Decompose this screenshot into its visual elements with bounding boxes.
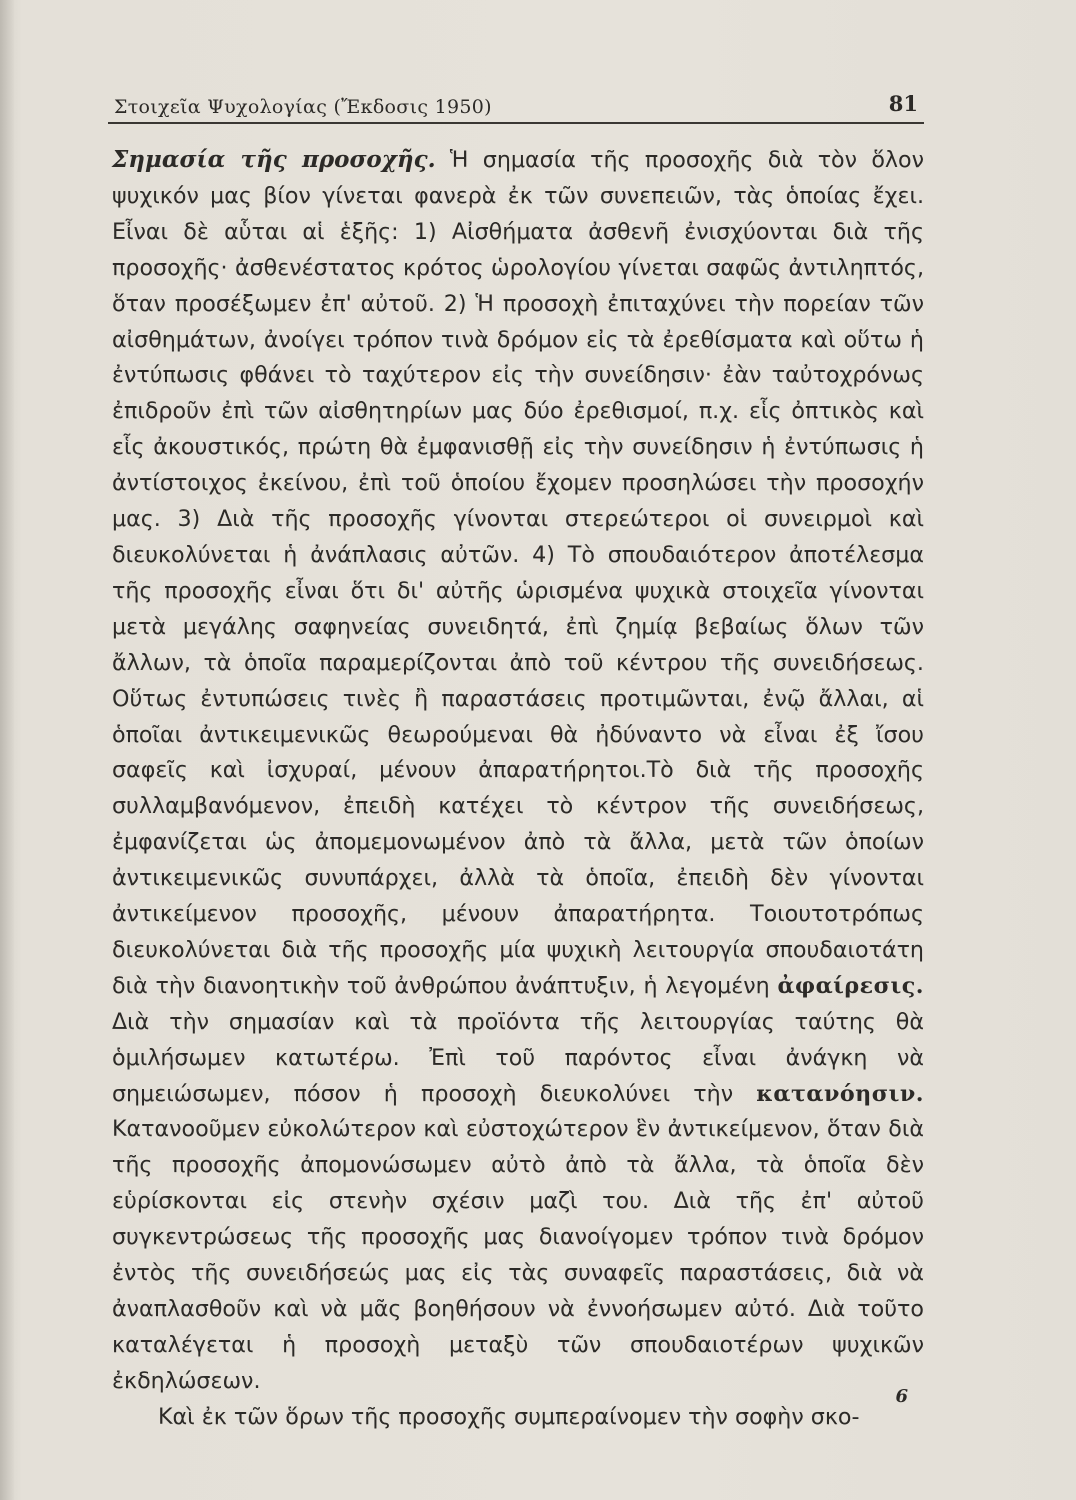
paragraph-text-part-3: Κατανοοῦμεν εὐκολώτερον καὶ εὐστοχώτερον ἓν ἀντικείμενον, ὅταν διὰ τῆς προσοχῆς ἀπομονώσωμεν αὐτὸ ἀπὸ τὰ ἄλλα, τὰ ὁποῖα δὲν εὑρίσκονται εἰς στενὴν σχέσιν μαζὶ του. Διὰ τῆς ἐπ' αὐτοῦ συγκεντρώσεως τῆς προσοχῆς μας διανοίγομεν τρόπον τινὰ δρόμον ἐντὸς τῆς συνειδήσεώς μας εἰς τὰς συναφεῖς παραστάσεις, διὰ νὰ ἀναπλασθοῦν καὶ νὰ μᾶς βοηθήσουν νὰ ἐννοήσωμεν αὐτό. Διὰ τοῦτο καταλέγεται ἡ προσοχὴ μεταξὺ τῶν σπουδαιοτέρων ψυχικῶν ἐκδηλώσεων. — [112, 1116, 924, 1394]
page-edge-shadow — [0, 0, 14, 1500]
section-heading: Σημασία τῆς προσοχῆς. — [112, 146, 436, 173]
paragraph-conditions: Καὶ ἐκ τῶν ὅρων τῆς προσοχῆς συμπεραίνομεν τὴν σοφὴν σκο- — [158, 1403, 860, 1430]
paragraph-significance — [112, 142, 924, 1400]
paragraph-text-part-1: Ἡ σημασία τῆς προσοχῆς διὰ τὸν ὅλον ψυχικόν μας βίον γίνεται φανερὰ ἐκ τῶν συνεπειῶν, τὰς ὁποίας ἔχει. Εἶναι δὲ αὗται αἱ ἑξῆς: 1) Αἰσθήματα ἀσθενῆ ἐνισχύονται διὰ τῆς προσοχῆς· ἀσθενέστατος κρότος ὡρολογίου γίνεται σαφῶς ἀντιληπτός, ὅταν προσέξωμεν ἐπ' αὐτοῦ. 2) Ἡ προσοχὴ ἐπιταχύνει τὴν πορείαν τῶν αἰσθημάτων, ἀνοίγει τρόπον τινὰ δρόμον εἰς τὰ ἐρεθίσματα καὶ οὕτω ἡ ἐντύπωσις φθάνει τὸ ταχύτερον εἰς τὴν συνείδησιν· ἐὰν ταὐτοχρόνως ἐπιδροῦν ἐπὶ τῶν αἰσθητηρίων μας δύο ἐρεθισμοί, π.χ. εἷς ὀπτικὸς καὶ εἷς ἀκουστικός, πρώτη θὰ ἐμφανισθῇ εἰς τὴν συνείδησιν ἡ ἐντύπωσις ἡ ἀντίστοιχος ἐκείνου, ἐπὶ τοῦ ὁποίου ἔχομεν προσηλώσει τὴν προσοχήν μας. 3) Διὰ τῆς προσοχῆς γίνονται στερεώτεροι οἱ συνειρμοὶ καὶ διευκολύνεται ἡ ἀνάπλασις αὐτῶν. 4) Τὸ σπουδαιότερον ἀποτέλεσμα τῆς προσοχῆς εἶναι ὅτι δι' αὐτῆς ὡρισμένα ψυχικὰ στοιχεῖα γίνονται μετὰ μεγάλης σαφηνείας συνειδητά, ἐπὶ ζημίᾳ βεβαίως ὅλων τῶν ἄλλων, τὰ ὁποῖα παραμερίζονται ἀπὸ τοῦ κέντρου τῆς συνειδήσεως. Οὕτως ἐντυπώσεις τινὲς ἢ παραστάσεις προτιμῶνται, ἐνῷ ἄλλαι, αἱ ὁποῖαι ἀντικειμενικῶς θεωρούμεναι θὰ ἠδύναντο νὰ εἶναι ἐξ ἴσου σαφεῖς καὶ ἰσχυραί, μένουν ἀπαρατήρητοι.Τὸ διὰ τῆς προσοχῆς συλλαμβανόμενον, ἐπειδὴ κατέχει τὸ κέντρον τῆς συνειδήσεως, ἐμφανίζεται ὡς ἀπομεμονωμένον ἀπὸ τὰ ἄλλα, μετὰ τῶν ὁποίων ἀντικειμενικῶς συνυπάρχει, ἀλλὰ τὰ ὁποῖα, ἐπειδὴ δὲν γίνονται ἀντικείμενον προσοχῆς, μένουν ἀπαρατήρητα. Τοιουτοτρόπως διευκολύνεται διὰ τῆς προσοχῆς μία ψυχικὴ λειτουργία σπουδαιοτάτη διὰ τὴν διανοητικὴν τοῦ ἀνθρώπου ἀνάπτυξιν, ἡ λεγομένη — [112, 147, 924, 999]
running-title: Στοιχεῖα Ψυχολογίας (Ἔκδοσις 1950) — [114, 96, 492, 118]
body-text — [112, 142, 924, 1436]
term-abstraction: ἀφαίρεσις. — [777, 972, 924, 999]
signature-mark: 6 — [895, 1386, 908, 1407]
term-comprehension: κατανόησιν. — [756, 1080, 924, 1107]
page-number: 81 — [888, 91, 918, 116]
page-header — [108, 90, 924, 124]
paragraph-text-part-2: Διὰ τὴν σημασίαν καὶ τὰ προϊόντα τῆς λειτουργίας ταύτης θὰ ὁμιλήσωμεν κατωτέρω. Ἐπὶ τοῦ παρόντος εἶναι ἀνάγκη νὰ σημειώσωμεν, πόσον ἡ προσοχὴ διευκολύνει τὴν — [112, 1008, 924, 1107]
